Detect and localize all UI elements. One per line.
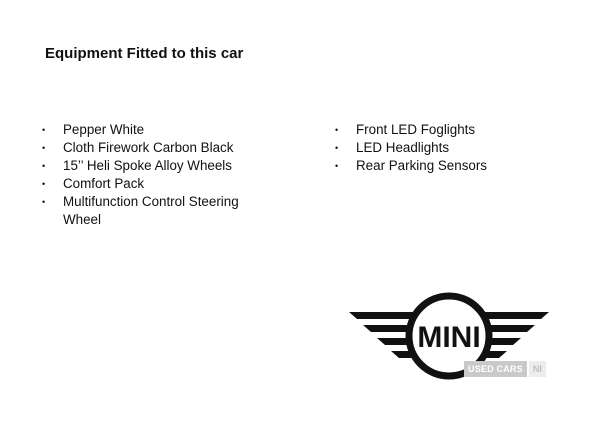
equipment-item	[40, 193, 255, 229]
equipment-item	[40, 157, 255, 175]
equipment-list-left	[40, 121, 255, 229]
equipment-item	[333, 121, 553, 139]
equipment-list-right	[333, 121, 553, 175]
equipment-item-label: Pepper White	[63, 122, 145, 137]
bullet-icon: •	[42, 197, 46, 207]
equipment-item-label: Comfort Pack	[63, 176, 145, 191]
page-title: Equipment Fitted to this car	[45, 45, 244, 62]
equipment-item	[333, 157, 553, 175]
bullet-icon: •	[335, 125, 339, 135]
equipment-item-label: 15’’ Heli Spoke Alloy Wheels	[63, 158, 232, 173]
dealer-watermark	[464, 361, 546, 377]
bullet-icon: •	[42, 143, 46, 153]
equipment-item-label: Multifunction Control Steering Wheel	[63, 194, 239, 227]
bullet-icon: •	[42, 125, 46, 135]
equipment-item	[40, 175, 255, 193]
equipment-item-label: Rear Parking Sensors	[356, 158, 487, 173]
equipment-item-label: Front LED Foglights	[356, 122, 476, 137]
equipment-item	[40, 121, 255, 139]
equipment-item	[40, 139, 255, 157]
equipment-item	[333, 139, 553, 157]
equipment-item-label: LED Headlights	[356, 140, 450, 155]
bullet-icon: •	[42, 179, 46, 189]
equipment-item-label: Cloth Firework Carbon Black	[63, 140, 234, 155]
bullet-icon: •	[335, 143, 339, 153]
watermark-region-text: NI	[529, 361, 546, 377]
mini-wordmark: MINI	[417, 321, 481, 354]
bullet-icon: •	[335, 161, 339, 171]
watermark-main-text: USED CARS	[464, 361, 527, 377]
bullet-icon: •	[42, 161, 46, 171]
